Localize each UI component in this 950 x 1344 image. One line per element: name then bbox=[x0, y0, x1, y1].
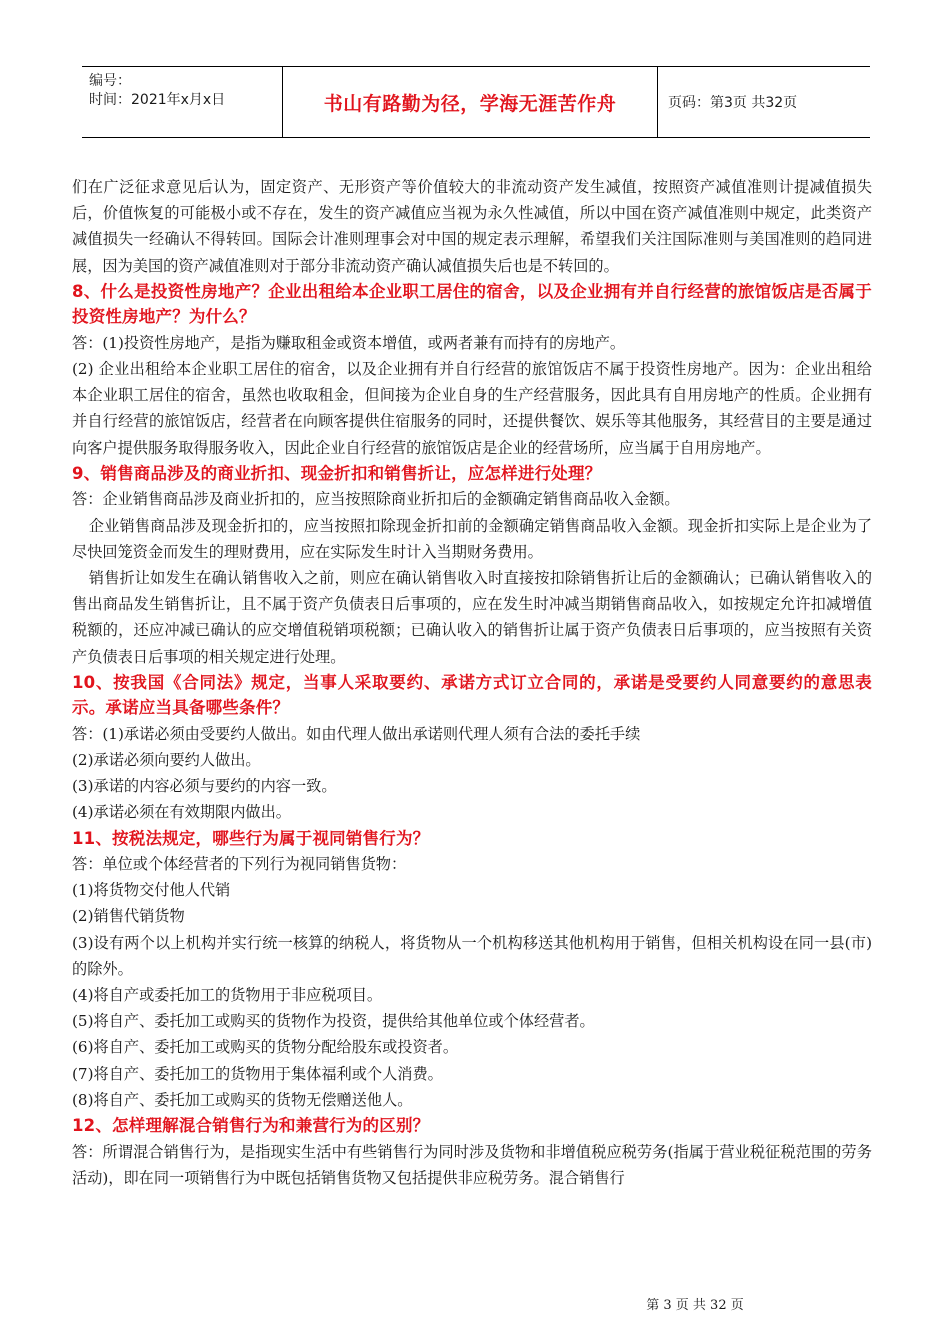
question-11: 11、按税法规定，哪些行为属于视同销售行为？ bbox=[72, 828, 430, 848]
answer-9-part-3: 销售折让如发生在确认销售收入之前，则应在确认销售收入时直接按扣除销售折让后的金额确认；已确认销售收入的售出商品发生销售折让，且不属于资产负债表日后事项的，应在发生时冲减当期销售商品收入，如按规定允许扣减增值税额的，还应冲减已确认的应交增值税销项税额；已确认收入的销售折让属于资产负债表日后事项的，应当按照有关资产负债表日后事项的相关规定进行处理。 bbox=[72, 568, 872, 666]
answer-11-item-6: (6)将自产、委托加工或购买的货物分配给股东或投资者。 bbox=[72, 1038, 459, 1057]
page-header bbox=[82, 66, 870, 138]
answer-8-part-2: (2) 企业出租给本企业职工居住的宿舍，以及企业拥有并自行经营的旅馆饭店不属于投资性房地产。因为：企业出租给本企业职工居住的宿舍，虽然也收取租金，但间接为企业自身的生产经营服务，因此具有自用房地产的性质。企业拥有并自行经营的旅馆饭店，经营者在向顾客提供住宿服务的同时，还提供餐饮、娱乐等其他服务，其经营目的主要是通过向客户提供服务取得服务收入，因此企业自行经营的旅馆饭店是企业的经营场所，应当属于自用房地产。 bbox=[72, 360, 872, 457]
question-9: 9、销售商品涉及的商业折扣、现金折扣和销售折让，应怎样进行处理？ bbox=[72, 463, 602, 483]
answer-11-item-2: (2)销售代销货物 bbox=[72, 907, 185, 926]
header-motto: 书山有路勤为径，学海无涯苦作舟 bbox=[283, 67, 658, 137]
answer-10-item-3: (3)承诺的内容必须与要约的内容一致。 bbox=[72, 777, 337, 796]
answer-11-item-7: (7)将自产、委托加工的货物用于集体福利或个人消费。 bbox=[72, 1064, 443, 1083]
answer-11-item-1: (1)将货物交付他人代销 bbox=[72, 881, 231, 900]
answer-10-item-2: (2)承诺必须向要约人做出。 bbox=[72, 750, 261, 769]
header-number-label: 编号： bbox=[89, 73, 131, 89]
header-page-label: 页码：第3页 共32页 bbox=[668, 95, 798, 111]
page-footer bbox=[0, 1294, 950, 1313]
answer-9-part-1: 答：企业销售商品涉及商业折扣的，应当按照除商业折扣后的金额确定销售商品收入金额。 bbox=[72, 490, 680, 509]
question-12: 12、怎样理解混合销售行为和兼营行为的区别？ bbox=[72, 1116, 430, 1136]
question-10: 10、按我国《合同法》规定，当事人采取要约、承诺方式订立合同的，承诺是受要约人同意要约的意思表示。承诺应当具备哪些条件？ bbox=[72, 672, 872, 718]
answer-10-item-4: (4)承诺必须在有效期限内做出。 bbox=[72, 803, 291, 822]
header-time-label: 时间：2021年x月x日 bbox=[89, 92, 226, 108]
answer-11-item-5: (5)将自产、委托加工或购买的货物作为投资，提供给其他单位或个体经营者。 bbox=[72, 1012, 595, 1031]
footer-page-number: 第 3 页 共 32 页 bbox=[646, 1298, 744, 1313]
answer-10-item-1: 答：(1)承诺必须由受要约人做出。如由代理人做出承诺则代理人须有合法的委托手续 bbox=[72, 724, 641, 743]
answer-9-part-2: 企业销售商品涉及现金折扣的，应当按照扣除现金折扣前的金额确定销售商品收入金额。现金折扣实际上是企业为了尽快回笼资金而发生的理财费用，应在实际发生时计入当期财务费用。 bbox=[72, 516, 872, 561]
document-body bbox=[72, 174, 872, 1191]
answer-11-item-8: (8)将自产、委托加工或购买的货物无偿赠送他人。 bbox=[72, 1090, 413, 1109]
answer-12-part-1: 答：所谓混合销售行为，是指现实生活中有些销售行为同时涉及货物和非增值税应税劳务(指属于营业税征税范围的劳务活动)，即在同一项销售行为中既包括销售货物又包括提供非应税劳务。混合销售行 bbox=[72, 1142, 872, 1187]
question-8: 8、什么是投资性房地产？企业出租给本企业职工居住的宿舍，以及企业拥有并自行经营的旅馆饭店是否属于投资性房地产？为什么？ bbox=[72, 281, 872, 327]
paragraph-intro: 们在广泛征求意见后认为，固定资产、无形资产等价值较大的非流动资产发生减值，按照资产减值准则计提减值损失后，价值恢复的可能极小或不存在，发生的资产减值应当视为永久性减值，所以中国在资产减值准则中规定，此类资产减值损失一经确认不得转回。国际会计准则理事会对中国的规定表示理解，希望我们关注国际准则与美国准则的趋同进展，因为美国的资产减值准则对于部分非流动资产确认减值损失后也是不转回的。 bbox=[72, 178, 872, 275]
header-meta-cell bbox=[82, 67, 283, 137]
answer-11-intro: 答：单位或个体经营者的下列行为视同销售货物： bbox=[72, 855, 407, 874]
answer-8-part-1: 答：(1)投资性房地产，是指为赚取租金或资本增值，或两者兼有而持有的房地产。 bbox=[72, 333, 626, 352]
answer-11-item-4: (4)将自产或委托加工的货物用于非应税项目。 bbox=[72, 986, 383, 1005]
answer-11-item-3: (3)设有两个以上机构并实行统一核算的纳税人，将货物从一个机构移送其他机构用于销售，但相关机构设在同一县(市)的除外。 bbox=[72, 933, 872, 978]
